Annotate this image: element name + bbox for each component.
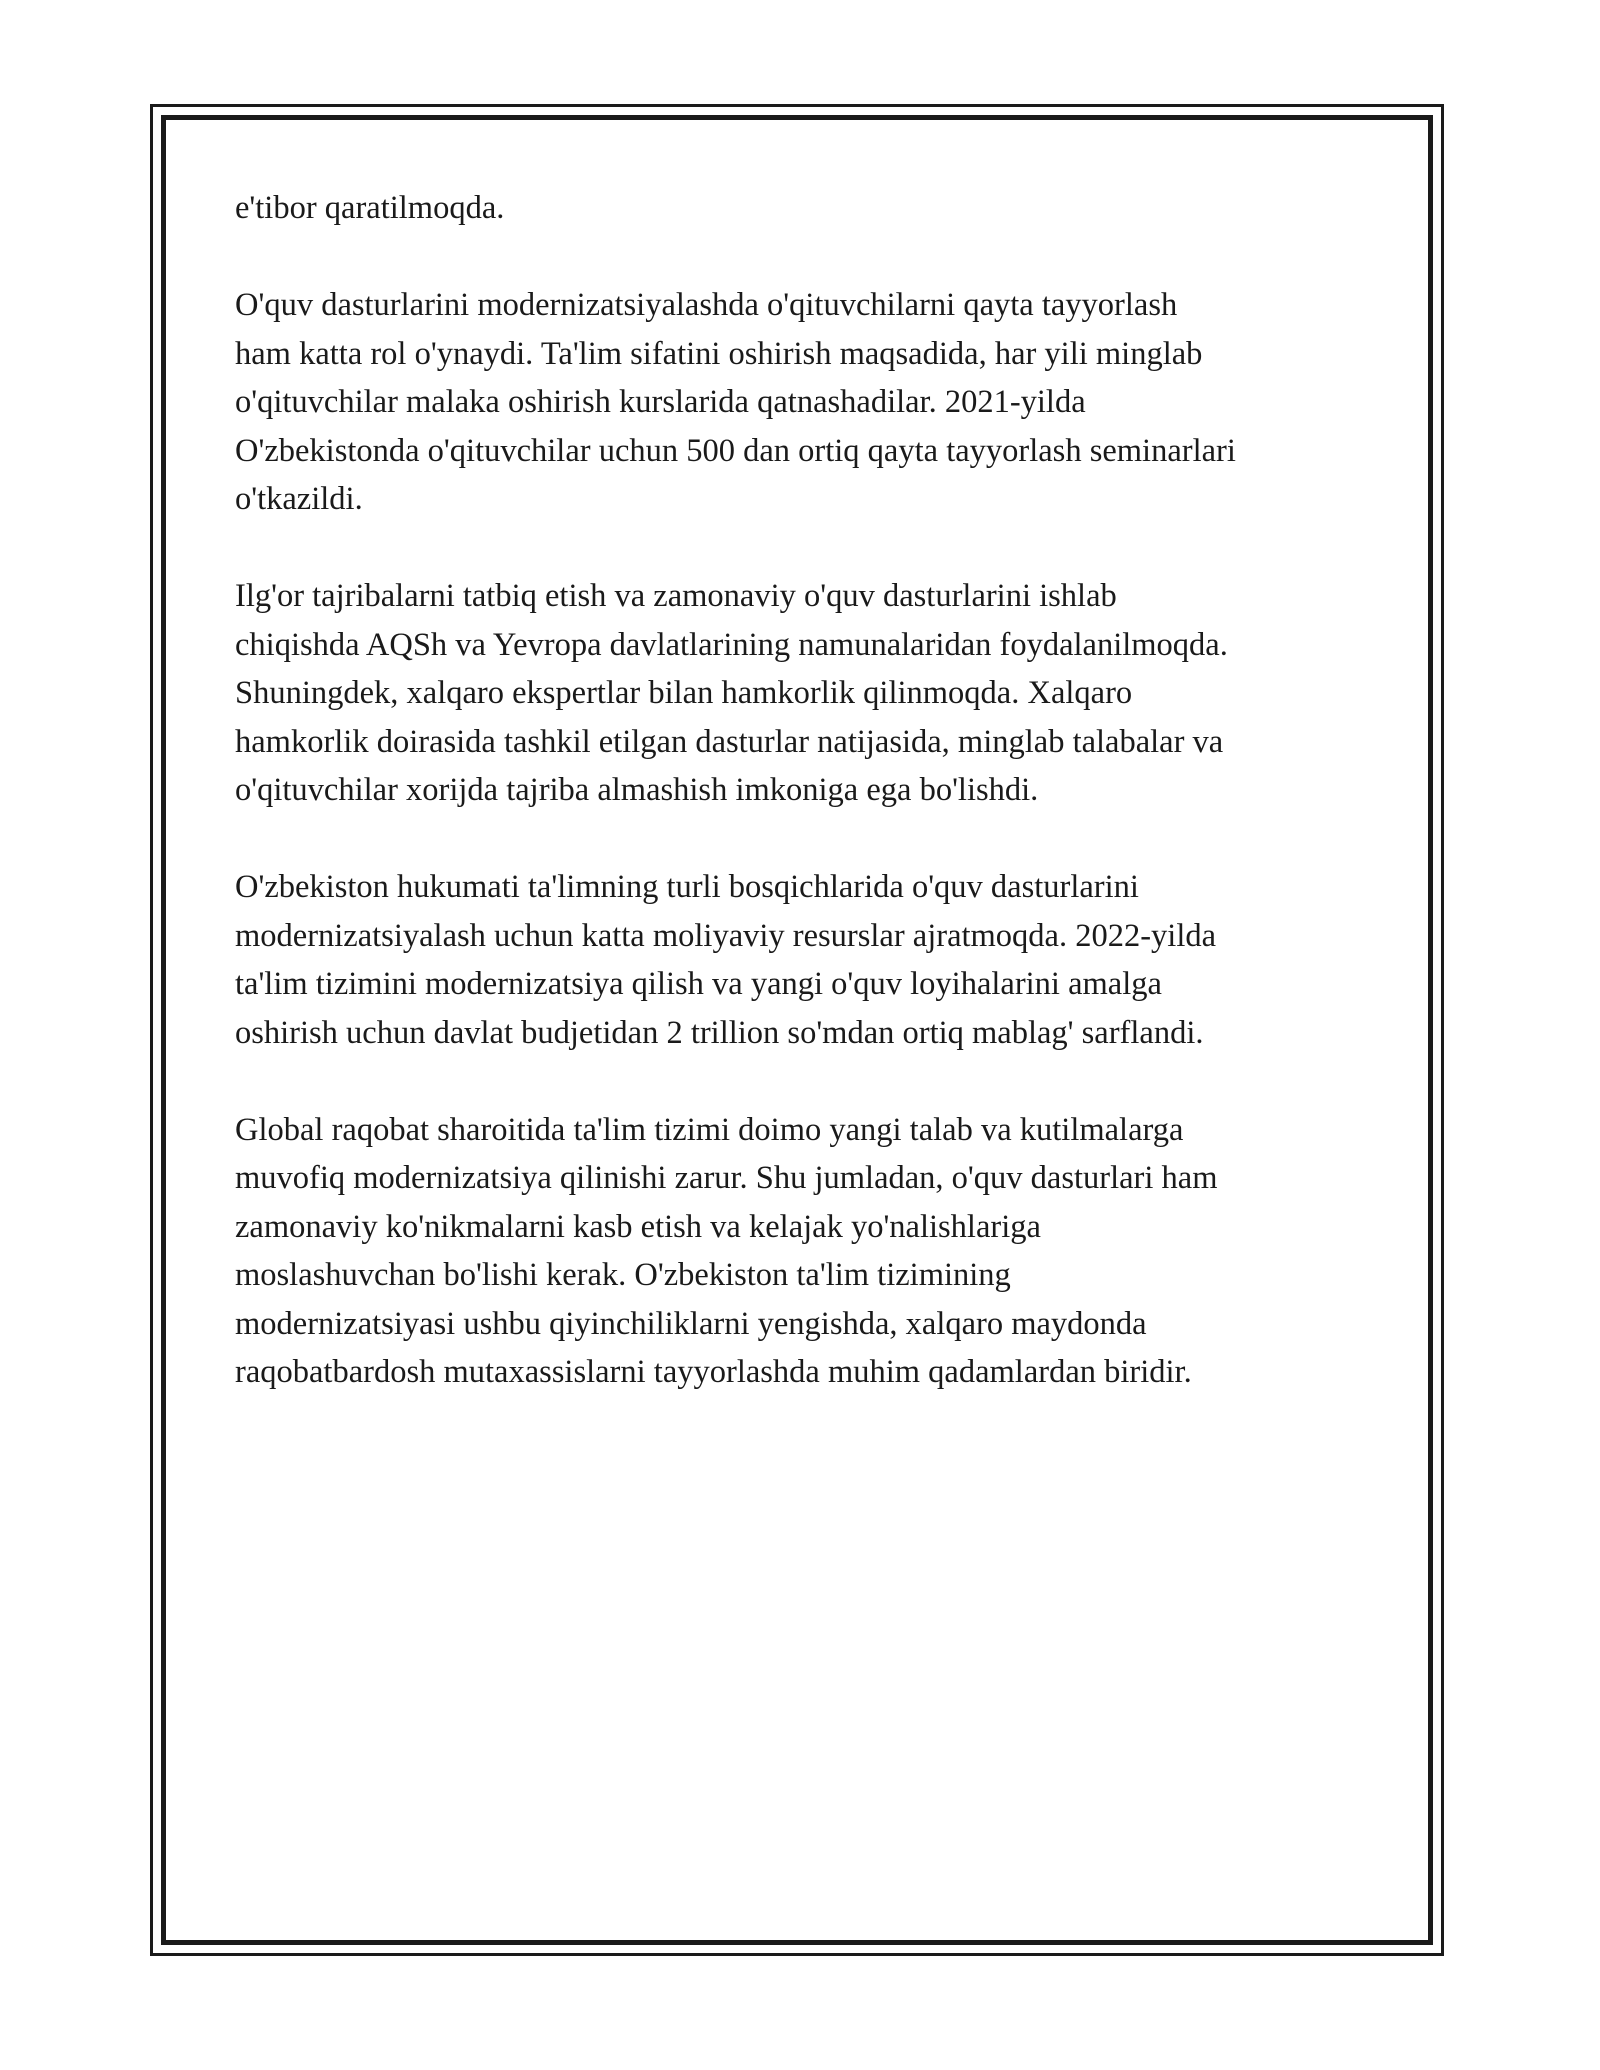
text-line: Ilg'or tajribalarni tatbiq etish va zamonaviy o'quv dasturlarini ishlab: [235, 578, 1117, 614]
text-line: o'tkazildi.: [235, 481, 363, 517]
text-line: o'qituvchilar xorijda tajriba almashish imkoniga ega bo'lishdi.: [235, 772, 1039, 808]
text-line: moslashuvchan bo'lishi kerak. O'zbekiston ta'lim tizimining: [235, 1257, 1011, 1293]
text-line: e'tibor qaratilmoqda.: [235, 190, 505, 226]
text-line: modernizatsiyasi ushbu qiyinchiliklarni yengishda, xalqaro maydonda: [235, 1305, 1147, 1342]
text-line: modernizatsiyalash uchun katta moliyaviy resurslar ajratmoqda. 2022-yilda: [235, 917, 1217, 954]
text-line: oshirish uchun davlat budjetidan 2 trillion so'mdan ortiq mablag' sarflandi.: [235, 1014, 1204, 1051]
text-line: O'zbekistonda o'qituvchilar uchun 500 dan ortiq qayta tayyorlash seminarlari: [235, 432, 1236, 469]
text-line: hamkorlik doirasida tashkil etilgan dasturlar natijasida, minglab talabalar va: [235, 723, 1224, 760]
text-line: Shuningdek, xalqaro ekspertlar bilan hamkorlik qilinmoqda. Xalqaro: [235, 675, 1133, 711]
text-line: muvofiq modernizatsiya qilinishi zarur. Shu jumladan, o'quv dasturlari ham: [235, 1160, 1218, 1196]
text-line: O'quv dasturlarini modernizatsiyalashda o'qituvchilarni qayta tayyorlash: [235, 287, 1178, 323]
text-line: Global raqobat sharoitida ta'lim tizimi doimo yangi talab va kutilmalarga: [235, 1111, 1184, 1148]
text-line: zamonaviy ko'nikmalarni kasb etish va kelajak yo'nalishlariga: [235, 1208, 1041, 1245]
text-line: ham katta rol o'ynaydi. Ta'lim sifatini oshirish maqsadida, har yili minglab: [235, 335, 1203, 372]
paragraph-4: [235, 863, 1385, 1057]
paragraph-3: [235, 572, 1385, 815]
text-line: raqobatbardosh mutaxassislarni tayyorlashda muhim qadamlardan biridir.: [235, 1354, 1192, 1390]
text-line: chiqishda AQSh va Yevropa davlatlarining namunalaridan foydalanilmoqda.: [235, 626, 1228, 663]
text-line: o'qituvchilar malaka oshirish kurslarida qatnashadilar. 2021-yilda: [235, 384, 1086, 420]
text-line: O'zbekiston hukumati ta'limning turli bosqichlarida o'quv dasturlarini: [235, 869, 1139, 905]
paragraph-1: [235, 184, 1385, 233]
paragraph-2: [235, 281, 1385, 524]
text-line: ta'lim tizimini modernizatsiya qilish va yangi o'quv loyihalarini amalga: [235, 966, 1162, 1002]
document-body: [235, 184, 1385, 1445]
paragraph-5: [235, 1106, 1385, 1397]
